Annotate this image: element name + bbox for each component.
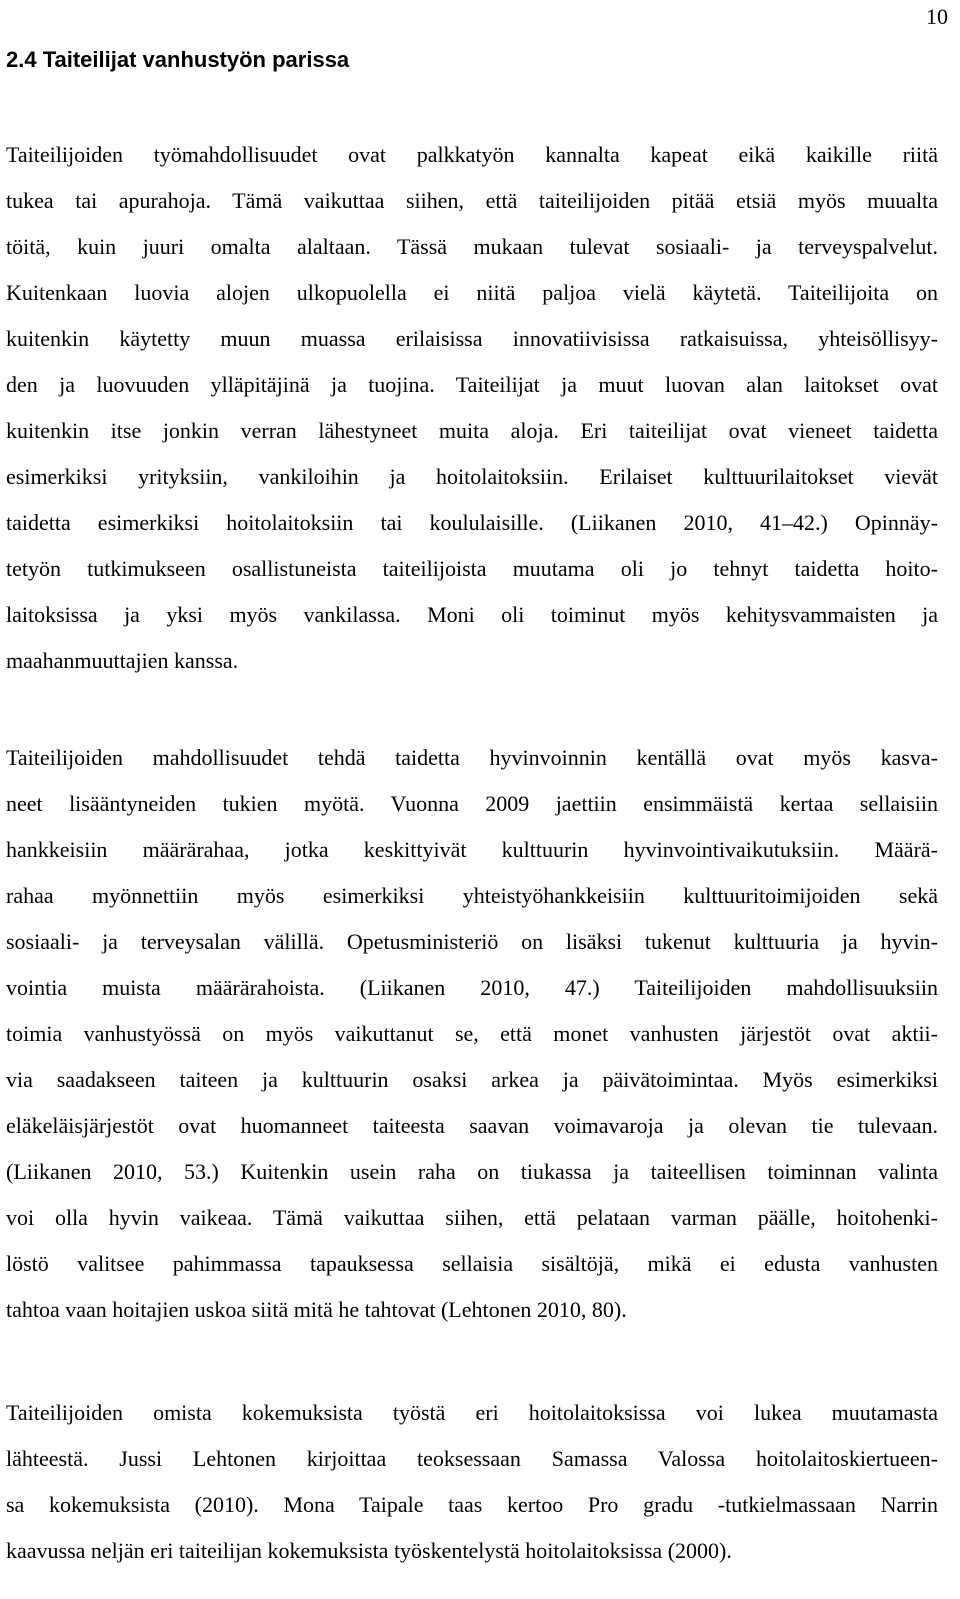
- section-heading: 2.4 Taiteilijat vanhustyön parissa: [6, 47, 350, 72]
- paragraph-1: [6, 132, 938, 684]
- text-line: rahaa myönnettiin myös esimerkiksi yhteistyöhankkeisiin kulttuuritoimijoiden sekä: [6, 883, 938, 908]
- text-line: kuitenkin itse jonkin verran lähestyneet muita aloja. Eri taiteilijat ovat vieneet taidetta: [6, 418, 938, 443]
- text-line: vointia muista määrärahoista. (Liikanen 2010, 47.) Taiteilijoiden mahdollisuuksiin: [6, 975, 938, 1000]
- text-line: den ja luovuuden ylläpitäjinä ja tuojina. Taiteilijat ja muut luovan alan laitokset ovat: [6, 372, 938, 397]
- text-line: via saadakseen taiteen ja kulttuurin osaksi arkea ja päivätoimintaa. Myös esimerkiksi: [6, 1067, 938, 1092]
- text-line: voi olla hyvin vaikeaa. Tämä vaikuttaa siihen, että pelataan varman päälle, hoitohenki-: [6, 1205, 938, 1230]
- paragraph-2: [6, 735, 938, 1333]
- text-line: Taiteilijoiden mahdollisuudet tehdä taidetta hyvinvoinnin kentällä ovat myös kasva-: [6, 745, 938, 770]
- text-line: laitoksissa ja yksi myös vankilassa. Moni oli toiminut myös kehitysvammaisten ja: [6, 602, 938, 627]
- text-line: toimia vanhustyössä on myös vaikuttanut se, että monet vanhusten järjestöt ovat aktii-: [6, 1021, 938, 1046]
- text-line: töitä, kuin juuri omalta alaltaan. Tässä mukaan tulevat sosiaali- ja terveyspalvelut.: [6, 234, 938, 259]
- text-line: neet lisääntyneiden tukien myötä. Vuonna 2009 jaettiin ensimmäistä kertaa sellaisiin: [6, 791, 938, 816]
- text-line: löstö valitsee pahimmassa tapauksessa sellaisia sisältöjä, mikä ei edusta vanhusten: [6, 1251, 938, 1276]
- text-line: kuitenkin käytetty muun muassa erilaisissa innovatiivisissa ratkaisuissa, yhteisöllisyy-: [6, 326, 938, 351]
- text-line: tukea tai apurahoja. Tämä vaikuttaa siihen, että taiteilijoiden pitää etsiä myös muualta: [6, 188, 938, 213]
- text-line: lähteestä. Jussi Lehtonen kirjoittaa teoksessaan Samassa Valossa hoitolaitoskiertueen-: [6, 1446, 938, 1471]
- text-line: eläkeläisjärjestöt ovat huomanneet taiteesta saavan voimavaroja ja olevan tie tulevaan.: [6, 1113, 938, 1138]
- text-line: sa kokemuksista (2010). Mona Taipale taas kertoo Pro gradu -tutkielmassaan Narrin: [6, 1492, 938, 1517]
- page-number: 10: [926, 4, 948, 29]
- text-line: hankkeisiin määrärahaa, jotka keskittyivät kulttuurin hyvinvointivaikutuksiin. Määrä-: [6, 837, 938, 862]
- text-line: sosiaali- ja terveysalan välillä. Opetusministeriö on lisäksi tukenut kulttuuria ja hyvin-: [6, 929, 938, 954]
- text-line: taidetta esimerkiksi hoitolaitoksiin tai koululaisille. (Liikanen 2010, 41–42.) Opinnäy-: [6, 510, 938, 535]
- text-line: kaavussa neljän eri taiteilijan kokemuksista työskentelystä hoitolaitoksissa (2000).: [6, 1538, 732, 1563]
- text-line: (Liikanen 2010, 53.) Kuitenkin usein raha on tiukassa ja taiteellisen toiminnan valinta: [6, 1159, 938, 1184]
- text-line: maahanmuuttajien kanssa.: [6, 648, 239, 673]
- text-line: Taiteilijoiden työmahdollisuudet ovat palkkatyön kannalta kapeat eikä kaikille riitä: [6, 142, 938, 167]
- text-line: tahtoa vaan hoitajien uskoa siitä mitä he tahtovat (Lehtonen 2010, 80).: [6, 1297, 627, 1322]
- text-line: tetyön tutkimukseen osallistuneista taiteilijoista muutama oli jo tehnyt taidetta hoito-: [6, 556, 938, 581]
- paragraph-3: [6, 1390, 938, 1574]
- text-line: esimerkiksi yrityksiin, vankiloihin ja hoitolaitoksiin. Erilaiset kulttuurilaitokset vievät: [6, 464, 938, 489]
- text-line: Taiteilijoiden omista kokemuksista työstä eri hoitolaitoksissa voi lukea muutamasta: [6, 1400, 938, 1425]
- text-line: Kuitenkaan luovia alojen ulkopuolella ei niitä paljoa vielä käytetä. Taiteilijoita on: [6, 280, 938, 305]
